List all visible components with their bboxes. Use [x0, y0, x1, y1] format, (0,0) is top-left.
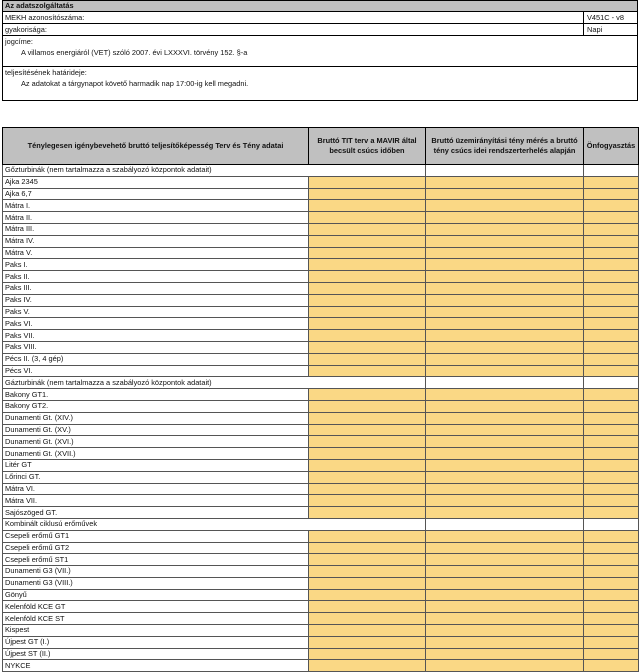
deadline-text: Az adatokat a tárgynapot követő harmadik nap 17:00-ig kell megadni.	[21, 79, 249, 88]
measured-fact-cell[interactable]	[426, 318, 584, 330]
tit-plan-cell[interactable]	[309, 448, 426, 460]
table-row	[3, 271, 639, 283]
section-title: Gázturbinák (nem tartalmazza a szabályozó központok adatait)	[3, 377, 309, 389]
tit-plan-cell[interactable]	[309, 436, 426, 448]
tit-plan-cell[interactable]	[309, 613, 426, 625]
frequency-value: Napi	[583, 24, 637, 35]
table-row	[3, 495, 639, 507]
plant-name: Dunamenti Gt. (XVII.)	[3, 448, 309, 460]
tit-plan-cell[interactable]	[309, 400, 426, 412]
tit-plan-cell[interactable]	[309, 530, 426, 542]
self-consumption-cell[interactable]	[584, 247, 639, 259]
section-spacer	[584, 518, 639, 530]
table-row	[3, 412, 639, 424]
tit-plan-cell[interactable]	[309, 188, 426, 200]
self-consumption-cell[interactable]	[584, 412, 639, 424]
table-row	[3, 601, 639, 613]
table-row	[3, 471, 639, 483]
measured-fact-cell[interactable]	[426, 247, 584, 259]
measured-fact-cell[interactable]	[426, 271, 584, 283]
plant-name: Dunamenti Gt. (XIV.)	[3, 412, 309, 424]
measured-fact-cell[interactable]	[426, 577, 584, 589]
plant-name: Paks IV.	[3, 294, 309, 306]
measured-fact-cell[interactable]	[426, 200, 584, 212]
plant-name: Litér GT	[3, 459, 309, 471]
table-row	[3, 625, 639, 637]
self-consumption-cell[interactable]	[584, 613, 639, 625]
tit-plan-cell[interactable]	[309, 542, 426, 554]
tit-plan-cell[interactable]	[309, 353, 426, 365]
tit-plan-cell[interactable]	[309, 495, 426, 507]
self-consumption-cell[interactable]	[584, 353, 639, 365]
tit-plan-cell[interactable]	[309, 625, 426, 637]
self-consumption-cell[interactable]	[584, 424, 639, 436]
measured-fact-cell[interactable]	[426, 589, 584, 601]
table-row	[3, 306, 639, 318]
self-consumption-cell[interactable]	[584, 589, 639, 601]
tit-plan-cell[interactable]	[309, 648, 426, 660]
measured-fact-cell[interactable]	[426, 235, 584, 247]
self-consumption-cell[interactable]	[584, 318, 639, 330]
self-consumption-cell[interactable]	[584, 660, 639, 672]
self-consumption-cell[interactable]	[584, 223, 639, 235]
self-consumption-cell[interactable]	[584, 448, 639, 460]
table-row	[3, 365, 639, 377]
tit-plan-cell[interactable]	[309, 330, 426, 342]
table-body	[3, 165, 639, 672]
plant-name: Ajka 2345	[3, 176, 309, 188]
measured-fact-cell[interactable]	[426, 353, 584, 365]
section-row	[3, 165, 639, 177]
plant-name: Újpest ST (II.)	[3, 648, 309, 660]
deadline-block	[3, 67, 637, 100]
tit-plan-cell[interactable]	[309, 507, 426, 519]
tit-plan-cell[interactable]	[309, 212, 426, 224]
tit-plan-cell[interactable]	[309, 589, 426, 601]
self-consumption-cell[interactable]	[584, 330, 639, 342]
plant-name: Paks I.	[3, 259, 309, 271]
section-spacer	[309, 518, 426, 530]
capacity-table	[2, 127, 639, 672]
service-title: Az adatszolgáltatás	[3, 1, 637, 12]
self-consumption-cell[interactable]	[584, 471, 639, 483]
plant-name: Mátra III.	[3, 223, 309, 235]
header-plant-name: Ténylegesen igénybevehető bruttó teljesítőképesség Terv és Tény adatai	[3, 128, 309, 165]
plant-name: Bakony GT2.	[3, 400, 309, 412]
plant-name: Mátra IV.	[3, 235, 309, 247]
self-consumption-cell[interactable]	[584, 530, 639, 542]
tit-plan-cell[interactable]	[309, 176, 426, 188]
section-spacer	[584, 377, 639, 389]
section-spacer	[426, 165, 584, 177]
table-row	[3, 566, 639, 578]
table-row	[3, 589, 639, 601]
self-consumption-cell[interactable]	[584, 625, 639, 637]
plant-name: Dunamenti G3 (VII.)	[3, 566, 309, 578]
table-row	[3, 613, 639, 625]
self-consumption-cell[interactable]	[584, 459, 639, 471]
table-row	[3, 436, 639, 448]
self-consumption-cell[interactable]	[584, 365, 639, 377]
self-consumption-cell[interactable]	[584, 200, 639, 212]
measured-fact-cell[interactable]	[426, 566, 584, 578]
plant-name: Bakony GT1.	[3, 389, 309, 401]
header-measured-fact: Bruttó üzemirányítási tény mérés a bruttó tény csúcs idei rendszerterhelés alapján	[426, 128, 584, 165]
self-consumption-cell[interactable]	[584, 483, 639, 495]
tit-plan-cell[interactable]	[309, 294, 426, 306]
self-consumption-cell[interactable]	[584, 235, 639, 247]
measured-fact-cell[interactable]	[426, 530, 584, 542]
tit-plan-cell[interactable]	[309, 577, 426, 589]
table-row	[3, 294, 639, 306]
measured-fact-cell[interactable]	[426, 365, 584, 377]
table-row	[3, 200, 639, 212]
self-consumption-cell[interactable]	[584, 294, 639, 306]
id-value: V451C - v8	[583, 12, 637, 23]
measured-fact-cell[interactable]	[426, 400, 584, 412]
plant-name: Kelenföld KCE ST	[3, 613, 309, 625]
plant-name: Paks VII.	[3, 330, 309, 342]
measured-fact-cell[interactable]	[426, 306, 584, 318]
self-consumption-cell[interactable]	[584, 495, 639, 507]
tit-plan-cell[interactable]	[309, 660, 426, 672]
plant-name: Paks VIII.	[3, 341, 309, 353]
deadline-label: teljesítésének határideje:	[5, 68, 87, 77]
legal-basis-label: jogcíme:	[5, 37, 33, 46]
self-consumption-cell[interactable]	[584, 542, 639, 554]
measured-fact-cell[interactable]	[426, 341, 584, 353]
table-row	[3, 389, 639, 401]
plant-name: Mátra I.	[3, 200, 309, 212]
id-label: MEKH azonosítószáma:	[5, 13, 85, 22]
plant-name: Lőrinci GT.	[3, 471, 309, 483]
table-row	[3, 235, 639, 247]
plant-name: Dunamenti G3 (VIII.)	[3, 577, 309, 589]
tit-plan-cell[interactable]	[309, 223, 426, 235]
measured-fact-cell[interactable]	[426, 389, 584, 401]
measured-fact-cell[interactable]	[426, 660, 584, 672]
plant-name: Dunamenti Gt. (XVI.)	[3, 436, 309, 448]
self-consumption-cell[interactable]	[584, 341, 639, 353]
table-row	[3, 341, 639, 353]
measured-fact-cell[interactable]	[426, 507, 584, 519]
plant-name: Csepeli erőmű ST1	[3, 554, 309, 566]
measured-fact-cell[interactable]	[426, 601, 584, 613]
section-title: Kombinált ciklusú erőművek	[3, 518, 309, 530]
tit-plan-cell[interactable]	[309, 412, 426, 424]
section-spacer	[309, 377, 426, 389]
self-consumption-cell[interactable]	[584, 554, 639, 566]
self-consumption-cell[interactable]	[584, 566, 639, 578]
tit-plan-cell[interactable]	[309, 601, 426, 613]
tit-plan-cell[interactable]	[309, 271, 426, 283]
measured-fact-cell[interactable]	[426, 212, 584, 224]
tit-plan-cell[interactable]	[309, 306, 426, 318]
self-consumption-cell[interactable]	[584, 507, 639, 519]
tit-plan-cell[interactable]	[309, 259, 426, 271]
plant-name: Paks VI.	[3, 318, 309, 330]
table-row	[3, 660, 639, 672]
measured-fact-cell[interactable]	[426, 483, 584, 495]
measured-fact-cell[interactable]	[426, 176, 584, 188]
plant-name: Sajószöged GT.	[3, 507, 309, 519]
tit-plan-cell[interactable]	[309, 483, 426, 495]
self-consumption-cell[interactable]	[584, 601, 639, 613]
plant-name: Paks V.	[3, 306, 309, 318]
self-consumption-cell[interactable]	[584, 306, 639, 318]
table-row	[3, 353, 639, 365]
tit-plan-cell[interactable]	[309, 247, 426, 259]
table-row	[3, 648, 639, 660]
self-consumption-cell[interactable]	[584, 212, 639, 224]
plant-name: Mátra V.	[3, 247, 309, 259]
table-row	[3, 259, 639, 271]
measured-fact-cell[interactable]	[426, 330, 584, 342]
table-row	[3, 223, 639, 235]
service-info-box	[2, 0, 638, 101]
table-row	[3, 424, 639, 436]
measured-fact-cell[interactable]	[426, 259, 584, 271]
plant-name: Csepeli erőmű GT1	[3, 530, 309, 542]
plant-name: Kelenföld KCE GT	[3, 601, 309, 613]
tit-plan-cell[interactable]	[309, 636, 426, 648]
measured-fact-cell[interactable]	[426, 436, 584, 448]
measured-fact-cell[interactable]	[426, 625, 584, 637]
tit-plan-cell[interactable]	[309, 341, 426, 353]
frequency-row	[3, 24, 637, 36]
plant-name: Újpest GT (I.)	[3, 636, 309, 648]
measured-fact-cell[interactable]	[426, 282, 584, 294]
measured-fact-cell[interactable]	[426, 412, 584, 424]
measured-fact-cell[interactable]	[426, 424, 584, 436]
section-spacer	[426, 377, 584, 389]
table-row	[3, 448, 639, 460]
legal-basis-text: A villamos energiáról (VET) szóló 2007. évi LXXXVI. törvény 152. §-a	[21, 48, 248, 57]
tit-plan-cell[interactable]	[309, 282, 426, 294]
measured-fact-cell[interactable]	[426, 636, 584, 648]
tit-plan-cell[interactable]	[309, 318, 426, 330]
tit-plan-cell[interactable]	[309, 459, 426, 471]
section-spacer	[309, 165, 426, 177]
frequency-label: gyakorisága:	[5, 25, 47, 34]
measured-fact-cell[interactable]	[426, 471, 584, 483]
self-consumption-cell[interactable]	[584, 259, 639, 271]
table-row	[3, 330, 639, 342]
self-consumption-cell[interactable]	[584, 400, 639, 412]
table-row	[3, 507, 639, 519]
self-consumption-cell[interactable]	[584, 577, 639, 589]
tit-plan-cell[interactable]	[309, 424, 426, 436]
table-row	[3, 212, 639, 224]
tit-plan-cell[interactable]	[309, 365, 426, 377]
self-consumption-cell[interactable]	[584, 282, 639, 294]
table-header-row	[3, 128, 639, 165]
plant-name: Pécs II. (3, 4 gép)	[3, 353, 309, 365]
self-consumption-cell[interactable]	[584, 648, 639, 660]
header-tit-plan: Bruttó TIT terv a MAVIR által becsült csúcs időben	[309, 128, 426, 165]
table-row	[3, 400, 639, 412]
self-consumption-cell[interactable]	[584, 389, 639, 401]
plant-name: Paks III.	[3, 282, 309, 294]
table-row	[3, 176, 639, 188]
measured-fact-cell[interactable]	[426, 459, 584, 471]
measured-fact-cell[interactable]	[426, 294, 584, 306]
self-consumption-cell[interactable]	[584, 436, 639, 448]
tit-plan-cell[interactable]	[309, 566, 426, 578]
self-consumption-cell[interactable]	[584, 188, 639, 200]
table-row	[3, 247, 639, 259]
plant-name: Paks II.	[3, 271, 309, 283]
id-row	[3, 12, 637, 24]
section-title: Gőzturbinák (nem tartalmazza a szabályozó központok adatait)	[3, 165, 309, 177]
table-row	[3, 282, 639, 294]
table-row	[3, 542, 639, 554]
measured-fact-cell[interactable]	[426, 188, 584, 200]
measured-fact-cell[interactable]	[426, 495, 584, 507]
table-row	[3, 554, 639, 566]
plant-name: Gönyű	[3, 589, 309, 601]
plant-name: Dunamenti Gt. (XV.)	[3, 424, 309, 436]
table-row	[3, 577, 639, 589]
section-row	[3, 518, 639, 530]
legal-basis-block	[3, 36, 637, 67]
table-row	[3, 636, 639, 648]
tit-plan-cell[interactable]	[309, 389, 426, 401]
measured-fact-cell[interactable]	[426, 542, 584, 554]
tit-plan-cell[interactable]	[309, 554, 426, 566]
plant-name: NYKCE	[3, 660, 309, 672]
plant-name: Pécs VI.	[3, 365, 309, 377]
section-spacer	[584, 165, 639, 177]
self-consumption-cell[interactable]	[584, 636, 639, 648]
measured-fact-cell[interactable]	[426, 554, 584, 566]
measured-fact-cell[interactable]	[426, 648, 584, 660]
measured-fact-cell[interactable]	[426, 223, 584, 235]
table-row	[3, 530, 639, 542]
measured-fact-cell[interactable]	[426, 613, 584, 625]
plant-name: Mátra II.	[3, 212, 309, 224]
table-row	[3, 318, 639, 330]
plant-name: Kispest	[3, 625, 309, 637]
section-spacer	[426, 518, 584, 530]
measured-fact-cell[interactable]	[426, 448, 584, 460]
plant-name: Ajka 6,7	[3, 188, 309, 200]
table-row	[3, 483, 639, 495]
self-consumption-cell[interactable]	[584, 176, 639, 188]
header-self-consumption: Önfogyasztás	[584, 128, 639, 165]
tit-plan-cell[interactable]	[309, 471, 426, 483]
plant-name: Csepeli erőmű GT2	[3, 542, 309, 554]
table-row	[3, 459, 639, 471]
section-row	[3, 377, 639, 389]
tit-plan-cell[interactable]	[309, 200, 426, 212]
self-consumption-cell[interactable]	[584, 271, 639, 283]
plant-name: Mátra VI.	[3, 483, 309, 495]
plant-name: Mátra VII.	[3, 495, 309, 507]
table-row	[3, 188, 639, 200]
tit-plan-cell[interactable]	[309, 235, 426, 247]
